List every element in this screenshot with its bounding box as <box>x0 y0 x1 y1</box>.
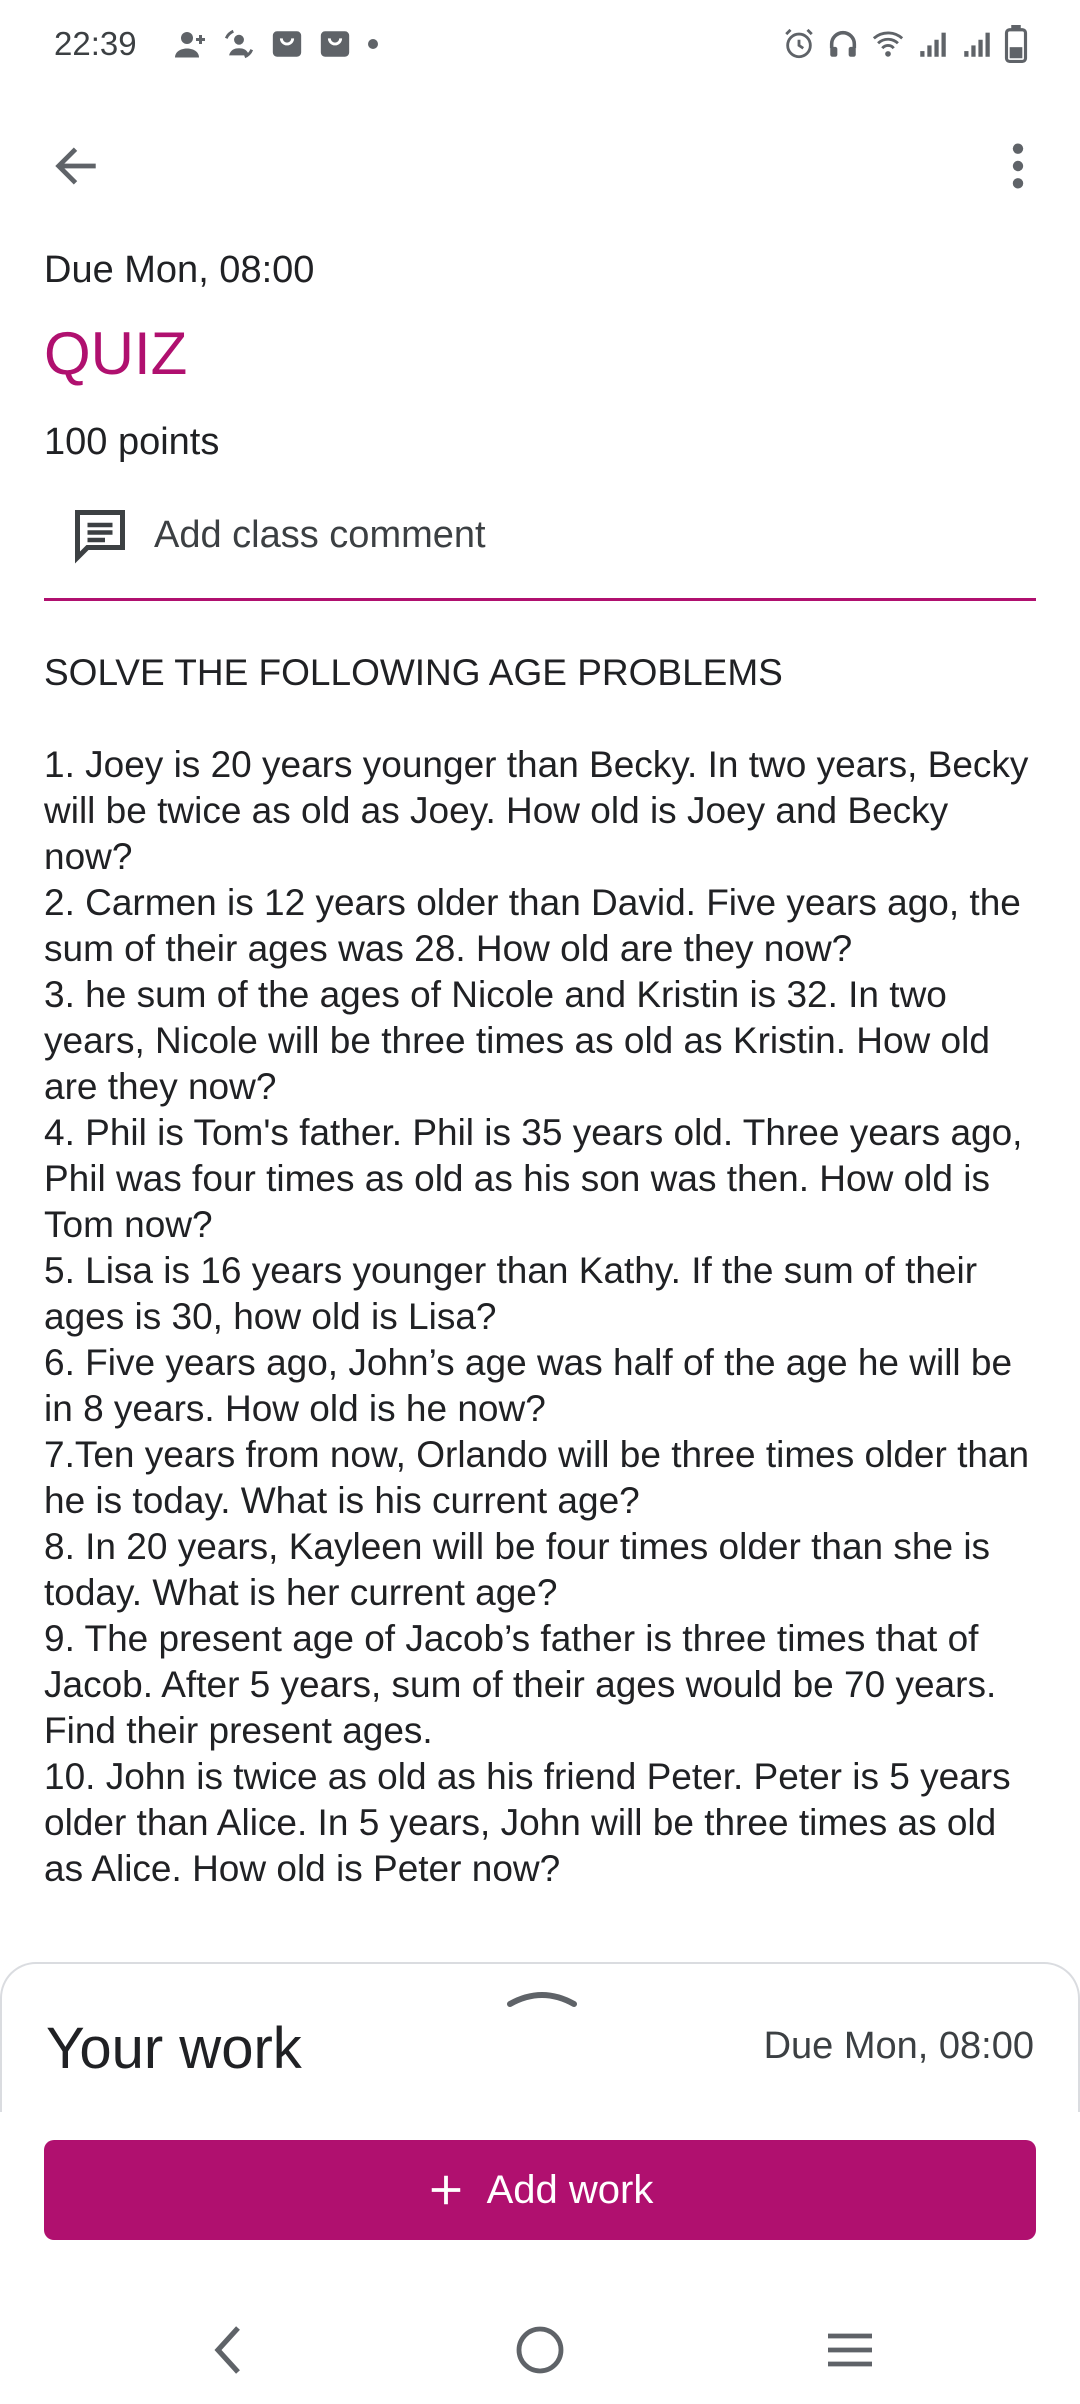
problem-item: 5. Lisa is 16 years younger than Kathy. If the sum of their ages is 30, how old is Lisa? <box>44 1250 978 1337</box>
problem-item: 6. Five years ago, John’s age was half of the age he will be in 8 years. How old is he now? <box>44 1342 1013 1429</box>
headset-icon <box>826 27 860 61</box>
status-notification-icons <box>172 24 380 64</box>
status-time: 22:39 <box>54 25 137 62</box>
battery-icon <box>1004 25 1028 63</box>
bag-icon <box>318 27 352 61</box>
expand-sheet-handle[interactable] <box>502 1984 582 2010</box>
your-work-title: Your work <box>46 2016 302 2081</box>
more-vert-icon <box>1008 140 1028 192</box>
status-bar <box>0 0 1080 88</box>
status-system-icons <box>782 24 1028 64</box>
sync-person-icon <box>222 27 256 61</box>
assignment-title: QUIZ <box>44 320 188 387</box>
add-class-comment-label: Add class comment <box>154 513 486 556</box>
nav-home-button[interactable] <box>500 2310 580 2390</box>
problem-item: 9. The present age of Jacob’s father is three times that of Jacob. After 5 years, sum of their ages would be 70 years. Find their present ages. <box>44 1618 997 1751</box>
problem-item: 10. John is twice as old as his friend Peter. Peter is 5 years older than Alice. In 5 years, John will be three times as old as Alice. How old is Peter now? <box>44 1756 1011 1889</box>
add-work-button[interactable] <box>44 2140 1036 2240</box>
assignment-instructions <box>44 650 1044 1892</box>
your-work-due-date: Due Mon, 08:00 <box>763 2025 1034 2067</box>
problem-item: 7.Ten years from now, Orlando will be three times older than he is today. What is his current age? <box>44 1434 1030 1521</box>
wifi-icon <box>870 27 906 61</box>
system-nav-bar <box>0 2290 1080 2404</box>
problem-item: 3. he sum of the ages of Nicole and Kristin is 32. In two years, Nicole will be three times as old as Kristin. How old are they now? <box>44 974 990 1107</box>
chevron-up-icon <box>506 1986 578 2008</box>
assignment-points: 100 points <box>44 421 220 463</box>
problem-item: 8. In 20 years, Kayleen will be four times older than she is today. What is her current age? <box>44 1526 991 1613</box>
problem-item: 2. Carmen is 12 years older than David. Five years ago, the sum of their ages was 28. How old are they now? <box>44 882 1021 969</box>
person-add-icon <box>172 26 208 62</box>
arrow-back-icon <box>50 140 102 192</box>
your-work-sheet[interactable] <box>0 1962 1080 2112</box>
dot-icon <box>366 37 380 51</box>
nav-recents-icon <box>824 2330 876 2370</box>
signal-icon <box>960 27 994 61</box>
nav-home-icon <box>514 2324 566 2376</box>
back-button[interactable] <box>40 130 112 202</box>
nav-back-button[interactable] <box>188 2310 268 2390</box>
nav-recents-button[interactable] <box>810 2310 890 2390</box>
signal-icon <box>916 27 950 61</box>
nav-back-icon <box>208 2324 248 2376</box>
plus-icon <box>427 2171 465 2209</box>
instructions-heading: SOLVE THE FOLLOWING AGE PROBLEMS <box>44 652 783 693</box>
more-options-button[interactable] <box>982 130 1054 202</box>
divider <box>44 598 1036 601</box>
bag-icon <box>270 27 304 61</box>
comment-icon <box>66 501 134 569</box>
problem-item: 1. Joey is 20 years younger than Becky. In two years, Becky will be twice as old as Joey. How old is Joey and Becky now? <box>44 744 1029 877</box>
due-date: Due Mon, 08:00 <box>44 249 315 291</box>
problem-item: 4. Phil is Tom's father. Phil is 35 years old. Three years ago, Phil was four times as old as his son was then. How old is Tom now? <box>44 1112 1023 1245</box>
alarm-icon <box>782 27 816 61</box>
add-class-comment-button[interactable] <box>44 490 1034 580</box>
add-work-label: Add work <box>486 2167 654 2212</box>
